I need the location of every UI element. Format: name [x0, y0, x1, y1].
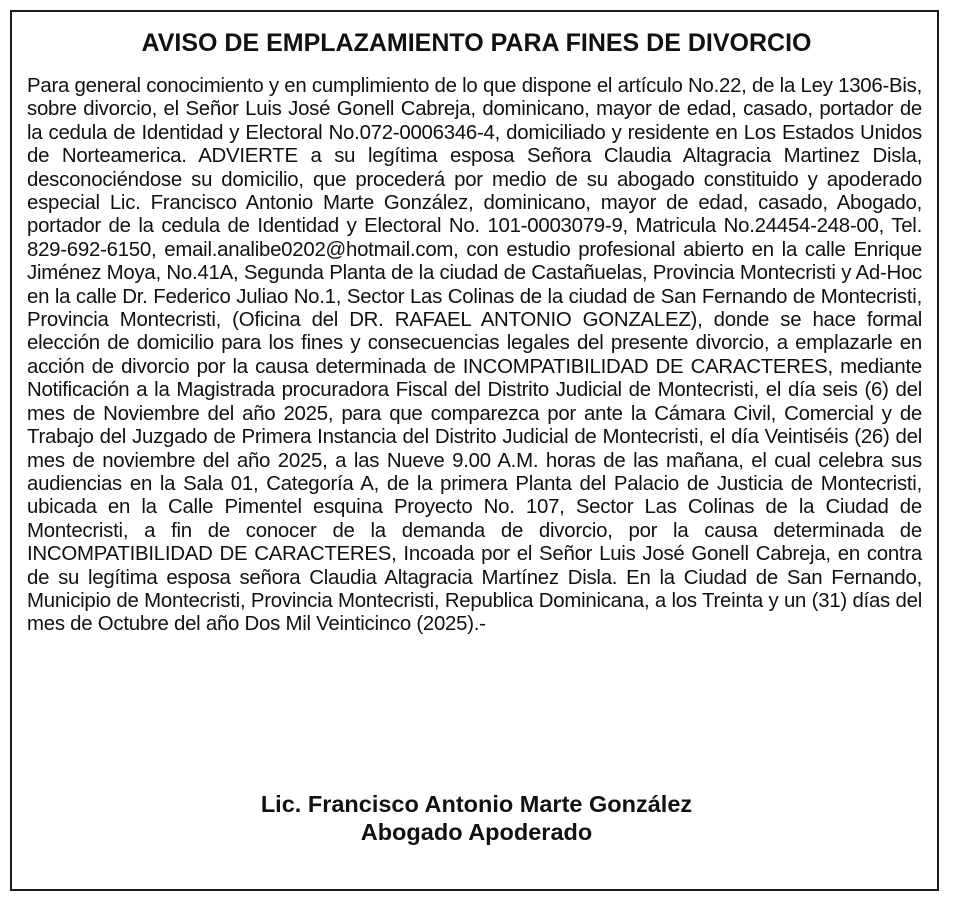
signature-block	[0, 790, 953, 846]
notice-body: Para general conocimiento y en cumplimiento de lo que dispone el artículo No.22, de la Ley 1306-Bis, sobre divorcio, el Señor Luis José Gonell Cabreja, dominicano, mayor de edad, casado, portador de la cedula de Identidad y Electoral No.072-0006346-4, domiciliado y residente en Los Estados Unidos de Norteamerica. ADVIERTE a su legítima esposa Señora Claudia Altagracia Martinez Disla, desconociéndose su domicilio, que procederá por medio de su abogado constituido y apoderado especial Lic. Francisco Antonio Marte González, dominicano, mayor de edad, casado, Abogado, portador de la cedula de Identidad y Electoral No. 101-0003079-9, Matricula No.24454-248-00, Tel. 829-692-6150, email.analibe0202@hotmail.com, con estudio profesional abierto en la calle Enrique Jiménez Moya, No.41A, Segunda Planta de la ciudad de Castañuelas, Provincia Montecristi y Ad-Hoc en la calle Dr. Federico Juliao No.1, Sector Las Colinas de la ciudad de San Fernando de Montecristi, Provincia Montecristi, (Oficina del DR. RAFAEL ANTONIO GONZALEZ), donde se hace formal elección de domicilio para los fines y consecuencias legales del presente divorcio, a emplazarle en acción de divorcio por la causa determinada de INCOMPATIBILIDAD DE CARACTERES, mediante Notificación a la Magistrada procuradora Fiscal del Distrito Judicial de Montecristi, el día seis (6) del mes de Noviembre del año 2025, para que comparezca por ante la Cámara Civil, Comercial y de Trabajo del Juzgado de Primera Instancia del Distrito Judicial de Montecristi, el día Veintiséis (26) del mes de noviembre del año 2025, a las Nueve 9.00 A.M. horas de las mañana, el cual celebra sus audiencias en la Sala 01, Categoría A, de la primera Planta del Palacio de Justicia de Montecristi, ubicada en la Calle Pimentel esquina Proyecto No. 107, Sector Las Colinas de la Ciudad de Montecristi, a fin de conocer de la demanda de divorcio, por la causa determinada de INCOMPATIBILIDAD DE CARACTERES, Incoada por el Señor Luis José Gonell Cabreja, en contra de su legítima esposa señora Claudia Altagracia Martínez Disla. En la Ciudad de San Fernando, Municipio de Montecristi, Provincia Montecristi, Republica Dominicana, a los Treinta y un (31) días del mes de Octubre del año Dos Mil Veinticinco (2025).-	[27, 75, 922, 636]
signature-role: Abogado Apoderado	[360, 819, 593, 845]
notice-title: AVISO DE EMPLAZAMIENTO PARA FINES DE DIVORCIO	[141, 29, 812, 57]
signature-name: Lic. Francisco Antonio Marte González	[260, 791, 693, 817]
